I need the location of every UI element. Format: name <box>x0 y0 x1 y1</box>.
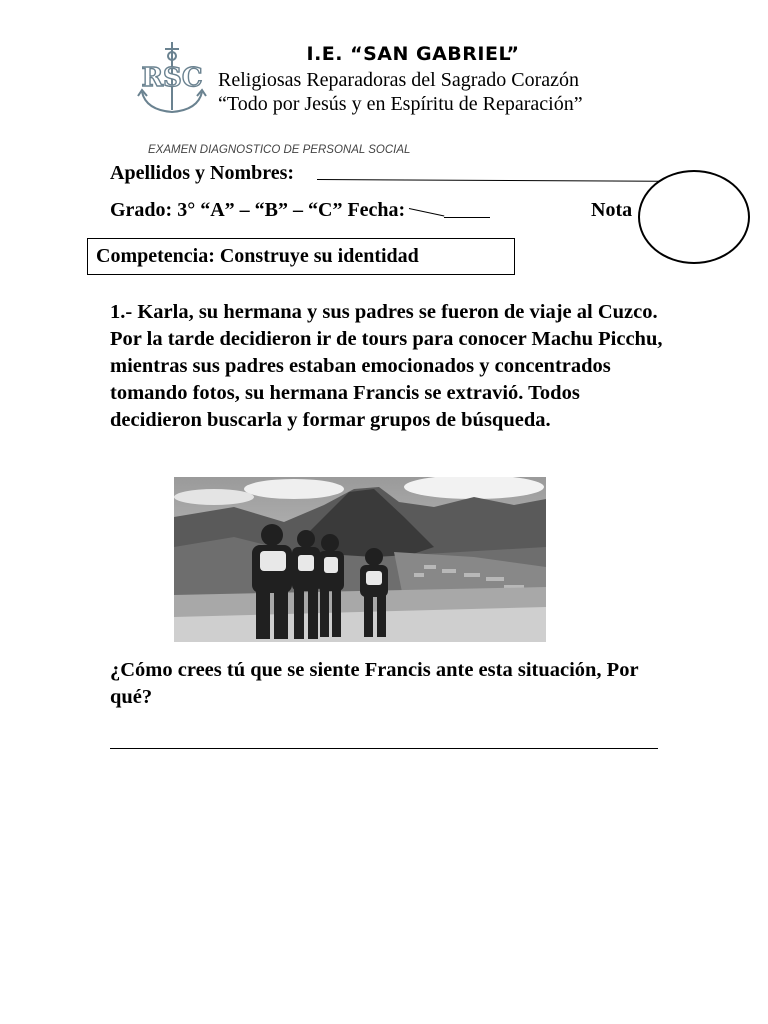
question-1-text: 1.- Karla, su hermana y sus padres se fueron de viaje al Cuzco. Por la tarde decidieron ir de tours para conocer Machu Picchu, mientras sus padres estaban emocionados y concentrados tomando fotos, su hermana Francis se extravió. Todos decidieron buscarla y formar grupos de búsqueda. <box>110 301 663 431</box>
nota-label: Nota <box>591 199 633 221</box>
congregation-name: Religiosas Reparadoras del Sagrado Corazón <box>218 69 580 91</box>
answer-line[interactable] <box>110 748 658 749</box>
anchor-cross-logo-icon <box>136 40 208 116</box>
grade-circle[interactable] <box>638 170 750 264</box>
family-at-machu-picchu-photo <box>174 477 546 642</box>
competency-box: Competencia: Construye su identidad <box>87 238 515 275</box>
school-name: I.E. “SAN GABRIEL” <box>306 43 520 65</box>
question-2-text: ¿Cómo crees tú que se siente Francis ante esta situación, Por qué? <box>110 659 639 708</box>
school-motto: “Todo por Jesús y en Espíritu de Reparación” <box>218 93 583 115</box>
names-answer-line[interactable] <box>317 179 660 182</box>
date-underline-stroke <box>409 208 444 216</box>
svg-text:RSC: RSC <box>141 63 203 93</box>
names-label: Apellidos y Nombres: <box>110 162 295 184</box>
grade-date-label: Grado: 3° “A” – “B” – “C” Fecha: <box>110 199 406 221</box>
date-answer-line[interactable] <box>444 217 490 218</box>
exam-title: EXAMEN DIAGNOSTICO DE PERSONAL SOCIAL <box>148 144 411 156</box>
